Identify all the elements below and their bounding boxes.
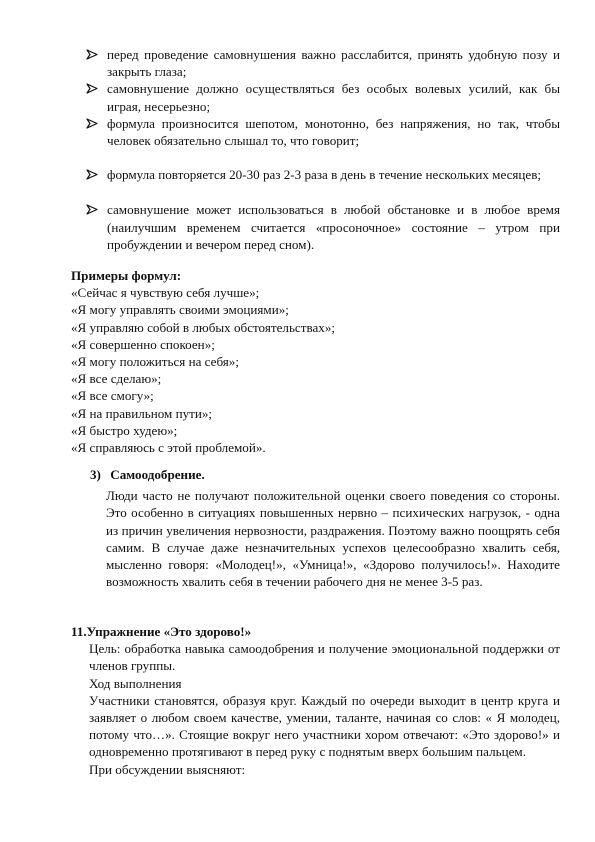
list-item xyxy=(86,46,560,80)
arrow-bullet-icon xyxy=(86,115,100,132)
formula-line: «Я могу положиться на себя»; xyxy=(71,354,239,370)
self-approval-section xyxy=(90,466,560,590)
list-item xyxy=(86,80,560,114)
arrow-bullet-icon xyxy=(86,46,100,63)
section-heading xyxy=(90,466,560,483)
arrow-bullet-icon xyxy=(86,80,100,97)
list-item xyxy=(86,166,560,183)
bullet-text: самовнушение должно осуществляться без особых волевых усилий, как бы играя, несерьезно; xyxy=(107,81,560,114)
bullet-list xyxy=(86,46,560,253)
section-title: Самоодобрение. xyxy=(110,467,205,482)
bullet-text: формула произносится шепотом, монотонно, без напряжения, но так, чтобы человек обязательно слышал то, что говорит; xyxy=(107,115,560,149)
exercise-section xyxy=(71,623,560,778)
formula-line: «Я все сделаю»; xyxy=(71,371,162,387)
formula-examples xyxy=(71,267,551,456)
bullet-text: перед проведение самовнушения важно расслабится, принять удобную позу и закрыть глаза; xyxy=(107,47,560,80)
formula-line: «Я быстро худею»; xyxy=(71,422,178,438)
bullet-text: самовнушение может использоваться в любой обстановке и в любое время (наилучшим временем считается «просоночное» состояние – утром при пробуждении и вечером перед сном). xyxy=(107,202,560,252)
list-item xyxy=(86,115,560,149)
formula-line: «Я все смогу»; xyxy=(71,388,154,404)
section-number: 3) xyxy=(90,467,101,482)
bullet-text: формула повторяется 20-30 раз 2-3 раза в день в течение нескольких месяцев; xyxy=(107,167,542,183)
formula-line: «Я могу управлять своими эмоциями»; xyxy=(71,302,289,318)
procedure-label: Ход выполнения xyxy=(89,675,182,691)
arrow-bullet-icon xyxy=(86,166,100,183)
formula-line: «Я справляюсь с этой проблемой». xyxy=(71,440,266,456)
arrow-bullet-icon xyxy=(86,201,100,218)
list-item xyxy=(86,201,560,253)
exercise-title: 11.Упражнение «Это здорово!» xyxy=(71,624,252,639)
exercise-body xyxy=(89,640,560,778)
formula-line: «Я управляю собой в любых обстоятельствах»; xyxy=(71,319,336,335)
exercise-goal: Цель: обработка навыка самоодобрения и получение эмоциональной поддержки от членов группы. xyxy=(89,641,560,674)
discussion-text: При обсуждении выясняют: xyxy=(89,761,246,777)
examples-heading: Примеры формул: xyxy=(71,268,182,283)
formula-line: «Я совершенно спокоен»; xyxy=(71,336,215,352)
procedure-text: Участники становятся, образуя круг. Каждый по очереди выходит в центр круга и заявляет о любом своем качестве, умении, таланте, начиная со слов: « Я молодец, потому что…». Стоящие вокруг него участники хором отвечают: «Это здорово!» и одновременно протягивают в перед руку с поднятым вверх большим пальцем. xyxy=(89,692,560,760)
section-body: Люди часто не получают положительной оценки своего поведения со стороны. Это особенно в ситуациях повышенных нервно – психических нагрузок, - одна из причин увеличения нервозности, раздражения. Поэтому важно поощрять себя самим. В случае даже незначительных успехов целесообразно хвалить себя, мысленно говоря: «Молодец!», «Умница!», «Здорово получилось!». Находите возможность хвалить себя в течении рабочего дня не менее 3-5 раз. xyxy=(106,488,560,590)
formula-line: «Я на правильном пути»; xyxy=(71,405,213,421)
formula-line: «Сейчас я чувствую себя лучше»; xyxy=(71,285,260,301)
